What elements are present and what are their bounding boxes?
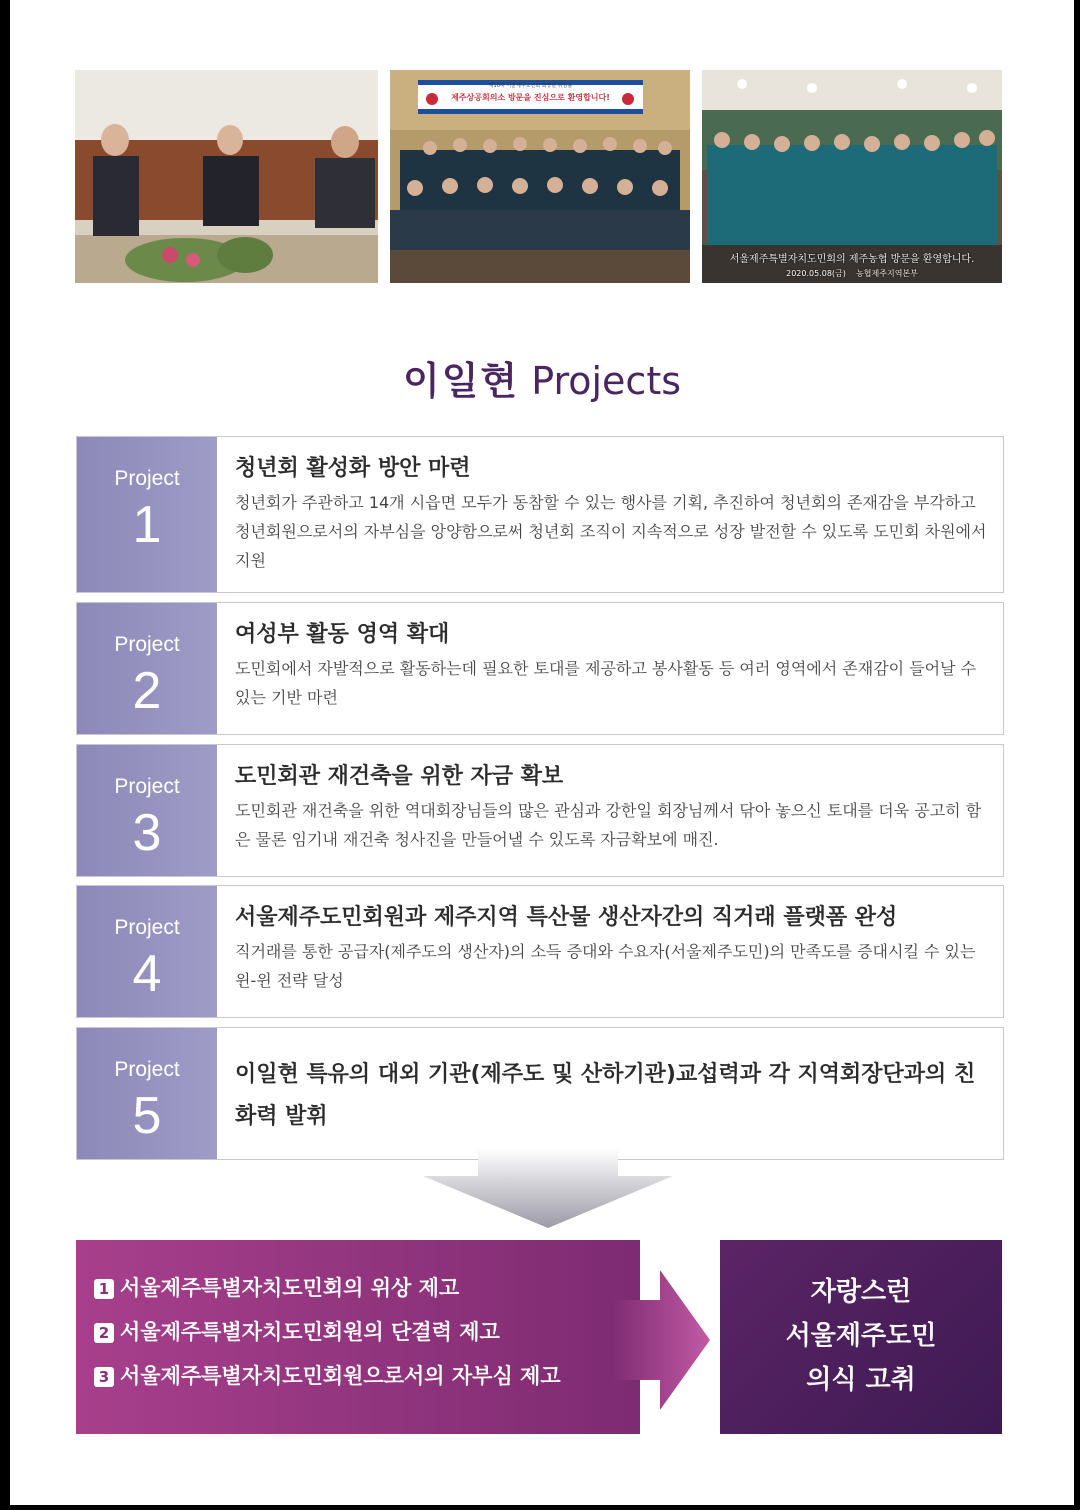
photo-group-chamber — [390, 70, 690, 283]
photo-date: 2020.05.08(금) — [786, 269, 846, 278]
project-label-text: Project — [114, 1058, 180, 1081]
project-heading: 이일현 특유의 대외 기관(제주도 및 산하기관)교섭력과 각 지역회장단과의 친화력 발휘 — [235, 1062, 976, 1129]
project-label-text: Project — [114, 916, 180, 939]
project-number: 4 — [132, 945, 162, 1003]
goal-item-3 — [94, 1360, 561, 1390]
page-title — [10, 350, 1074, 405]
result-line-3: 의식 고취 — [806, 1365, 916, 1395]
project-heading: 도민회관 재건축을 위한 자금 확보 — [235, 764, 564, 789]
goal-text: 서울제주특별자치도민회원의 단결력 제고 — [120, 1320, 500, 1344]
project-heading: 여성부 활동 영역 확대 — [235, 622, 450, 647]
project-label-1 — [77, 437, 217, 592]
project-description: 도민회관 재건축을 위한 역대회장님들의 많은 관심과 강한일 회장님께서 닦아 놓으신 토대를 더욱 공고히 함은 물론 임기내 재건축 청사진을 만들어낼 수 있도록 자금확보에 매진. — [235, 801, 982, 849]
result-box — [720, 1240, 1002, 1434]
banner-main-text: 제주상공회의소 방문을 진심으로 환영합니다! — [451, 93, 610, 102]
photo-caption-sub — [702, 268, 1002, 279]
goal-number: 2 — [94, 1323, 114, 1343]
title-name: 이일현 — [402, 359, 520, 403]
result-line-2: 서울제주도민 — [785, 1321, 937, 1351]
goal-number: 1 — [94, 1279, 114, 1299]
project-label-text: Project — [114, 467, 180, 490]
goal-item-2 — [94, 1316, 561, 1346]
project-label-5 — [77, 1028, 217, 1159]
project-description: 청년회가 주관하고 14개 시읍면 모두가 동참할 수 있는 행사를 기획, 추진하여 청년회의 존재감을 부각하고 청년회원으로서의 자부심을 앙양함으로써 청년회 조직이 지속적으로 성장 발전할 수 있도록 도민회 차원에서 지원 — [235, 493, 987, 570]
project-label-text: Project — [114, 633, 180, 656]
photo-caption: 서울제주특별자치도민회의 제주농협 방문을 환영합니다. — [729, 254, 975, 265]
photo-group-nonghyup — [702, 70, 1002, 283]
title-projects: Projects — [531, 359, 682, 403]
project-number: 3 — [132, 804, 162, 862]
goal-item-1 — [94, 1272, 561, 1302]
goal-number: 3 — [94, 1367, 114, 1387]
goal-text: 서울제주특별자치도민회원으로서의 자부심 제고 — [120, 1364, 561, 1388]
project-label-text: Project — [114, 775, 180, 798]
arrow-right-icon — [610, 1270, 710, 1410]
photo-meeting — [75, 70, 378, 283]
photo-org: 농협제주지역본부 — [856, 269, 918, 278]
project-card-4 — [76, 885, 1004, 1018]
project-number: 1 — [132, 496, 162, 554]
project-number: 2 — [132, 662, 162, 720]
project-description: 직거래를 통한 공급자(제주도의 생산자)의 소득 증대와 수요자(서울제주도민)의 만족도를 증대시킬 수 있는 윈-윈 전략 달성 — [235, 942, 976, 990]
project-card-5 — [76, 1027, 1004, 1160]
project-card-2 — [76, 602, 1004, 735]
project-label-3 — [77, 745, 217, 876]
project-card-3 — [76, 744, 1004, 877]
arrow-down-icon — [423, 1148, 673, 1228]
project-label-2 — [77, 603, 217, 734]
page — [10, 0, 1074, 1505]
goal-text: 서울제주특별자치도민회의 위상 제고 — [120, 1276, 460, 1300]
goals-box — [76, 1240, 640, 1434]
project-number: 5 — [132, 1087, 162, 1145]
project-description: 도민회에서 자발적으로 활동하는데 필요한 토대를 제공하고 봉사활동 등 여러 영역에서 존재감이 들어날 수 있는 기반 마련 — [235, 659, 977, 707]
project-heading: 서울제주도민회원과 제주지역 특산물 생산자간의 직거래 플랫폼 완성 — [235, 905, 898, 930]
result-line-1: 자랑스런 — [810, 1277, 912, 1307]
project-label-4 — [77, 886, 217, 1017]
banner-small-text: 제10대 서울제주도민회 회장단 취임을 — [488, 83, 573, 89]
project-card-1 — [76, 436, 1004, 593]
project-heading: 청년회 활성화 방안 마련 — [235, 456, 471, 481]
